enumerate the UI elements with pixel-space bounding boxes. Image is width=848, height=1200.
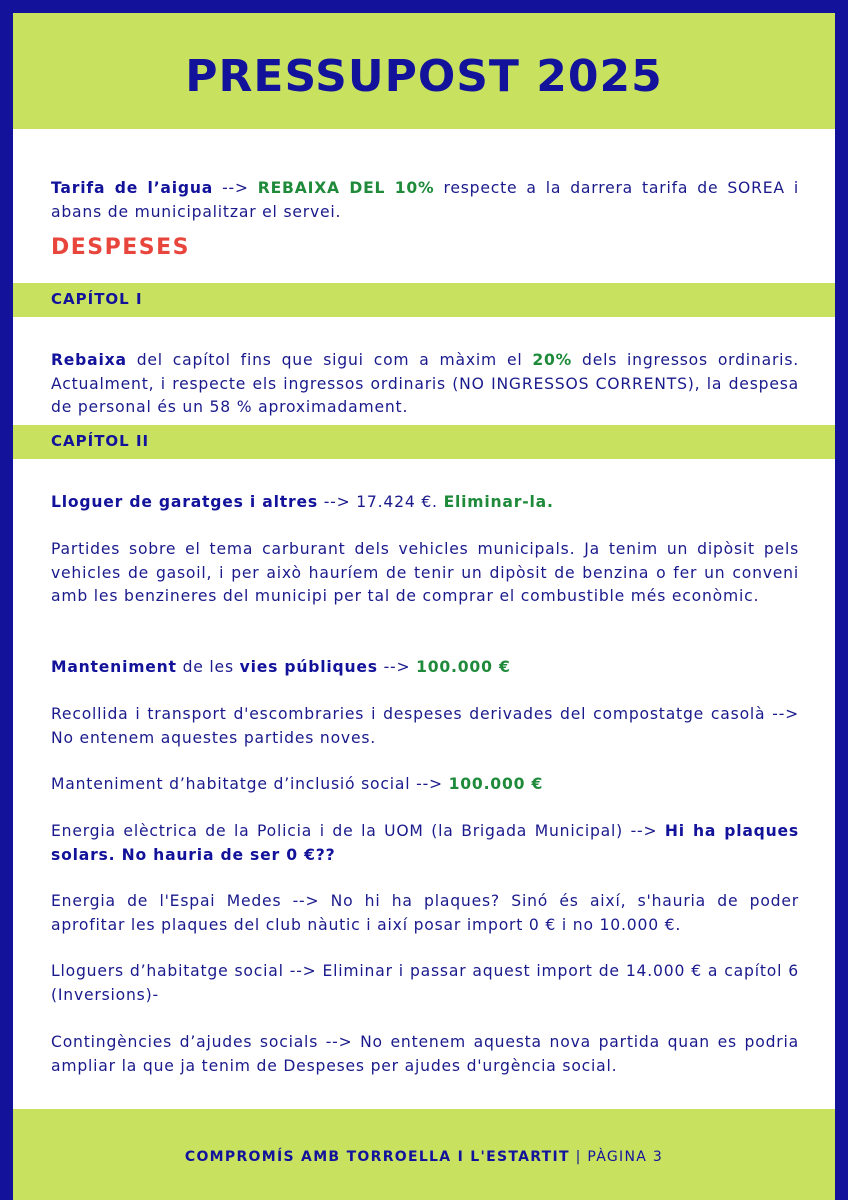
ch2-paragraph-9: Contingències d’ajudes socials --> No entenem aquesta nova partida quan es podria ampliar la que ja tenim de Despeses per ajudes d'urgència social. (51, 1033, 799, 1075)
footer-org: COMPROMÍS AMB TORROELLA I L'ESTARTIT (184, 1149, 570, 1165)
ch2-paragraph-8: Lloguers d’habitatge social --> Eliminar i passar aquest import de 14.000 € a capítol 6 (Inversions)- (51, 962, 799, 1004)
ch1-pct: 20% (532, 351, 573, 369)
chapter1-paragraph (51, 349, 799, 420)
ch2-p5-text: Manteniment d’habitatge d’inclusió social --> (51, 775, 449, 793)
ch2-p3-green: 100.000 € (416, 658, 511, 676)
ch2-p5-green: 100.000 € (448, 775, 544, 793)
chapter2-label: CAPÍTOL II (51, 432, 150, 450)
chapter1-label: CAPÍTOL I (51, 290, 143, 308)
ch2-paragraph-7: Energia de l'Espai Medes --> No hi ha plaques? Sinó és així, s'hauria de poder aprofitar les plaques del club nàutic i així posar import 0 € i no 10.000 €. (51, 892, 799, 934)
ch2-paragraph-6 (51, 820, 799, 867)
intro-rest: respecte a la darrera tarifa de SOREA i abans de municipalitzar el servei. (51, 179, 799, 221)
ch2-p3-bold1: Manteniment (51, 658, 177, 676)
intro-label: Tarifa de l’aigua (51, 179, 214, 197)
ch2-p1-green: Eliminar-la. (443, 493, 554, 511)
footer-banner (13, 1109, 835, 1200)
ch1-text1: del capítol fins que sigui com a màxim el (126, 351, 533, 369)
ch1-text2: dels ingressos ordinaris. Actualment, i respecte els ingressos ordinaris (NO INGRESSOS CORRENTS), la despesa de personal és un 58 % aproximadament. (51, 351, 800, 416)
intro-arrow: --> (213, 179, 258, 197)
ch2-p3-text1: de les (176, 658, 240, 676)
ch2-p1-bold: Lloguer de garatges i altres (51, 493, 318, 511)
header-banner (13, 13, 835, 129)
footer-text (13, 1149, 835, 1165)
footer-page-number: PÀGINA 3 (587, 1149, 664, 1165)
footer-separator: | (569, 1149, 588, 1165)
ch2-p6-text: Energia elèctrica de la Policia i de la UOM (la Brigada Municipal) --> (51, 822, 665, 840)
chapter2-bar (13, 425, 835, 459)
section-title-despeses: DESPESES (51, 235, 191, 260)
ch2-p1-text: --> 17.424 €. (317, 493, 444, 511)
page-title: PRESSUPOST 2025 (185, 51, 663, 102)
ch2-paragraph-5 (51, 773, 799, 797)
ch1-bold: Rebaixa (51, 351, 127, 369)
intro-paragraph (51, 177, 799, 224)
ch2-p6-bold: Hi ha plaques solars. No hauria de ser 0 €?? (51, 822, 799, 864)
ch2-paragraph-3 (51, 656, 799, 680)
ch2-paragraph-1 (51, 491, 799, 515)
ch2-paragraph-2: Partides sobre el tema carburant dels vehicles municipals. Ja tenim un dipòsit pels vehicles de gasoil, i per això hauríem de tenir un dipòsit de benzina o fer un conveni amb les benzineres del municipi per tal de comprar el combustible més econòmic. (51, 540, 799, 605)
chapter1-bar (13, 283, 835, 317)
ch2-p3-bold2: vies públiques (239, 658, 378, 676)
intro-highlight: REBAIXA DEL 10% (257, 179, 435, 197)
ch2-p3-text2: --> (377, 658, 417, 676)
ch2-paragraph-4: Recollida i transport d'escombraries i despeses derivades del compostatge casolà --> No entenem aquestes partides noves. (51, 705, 799, 747)
